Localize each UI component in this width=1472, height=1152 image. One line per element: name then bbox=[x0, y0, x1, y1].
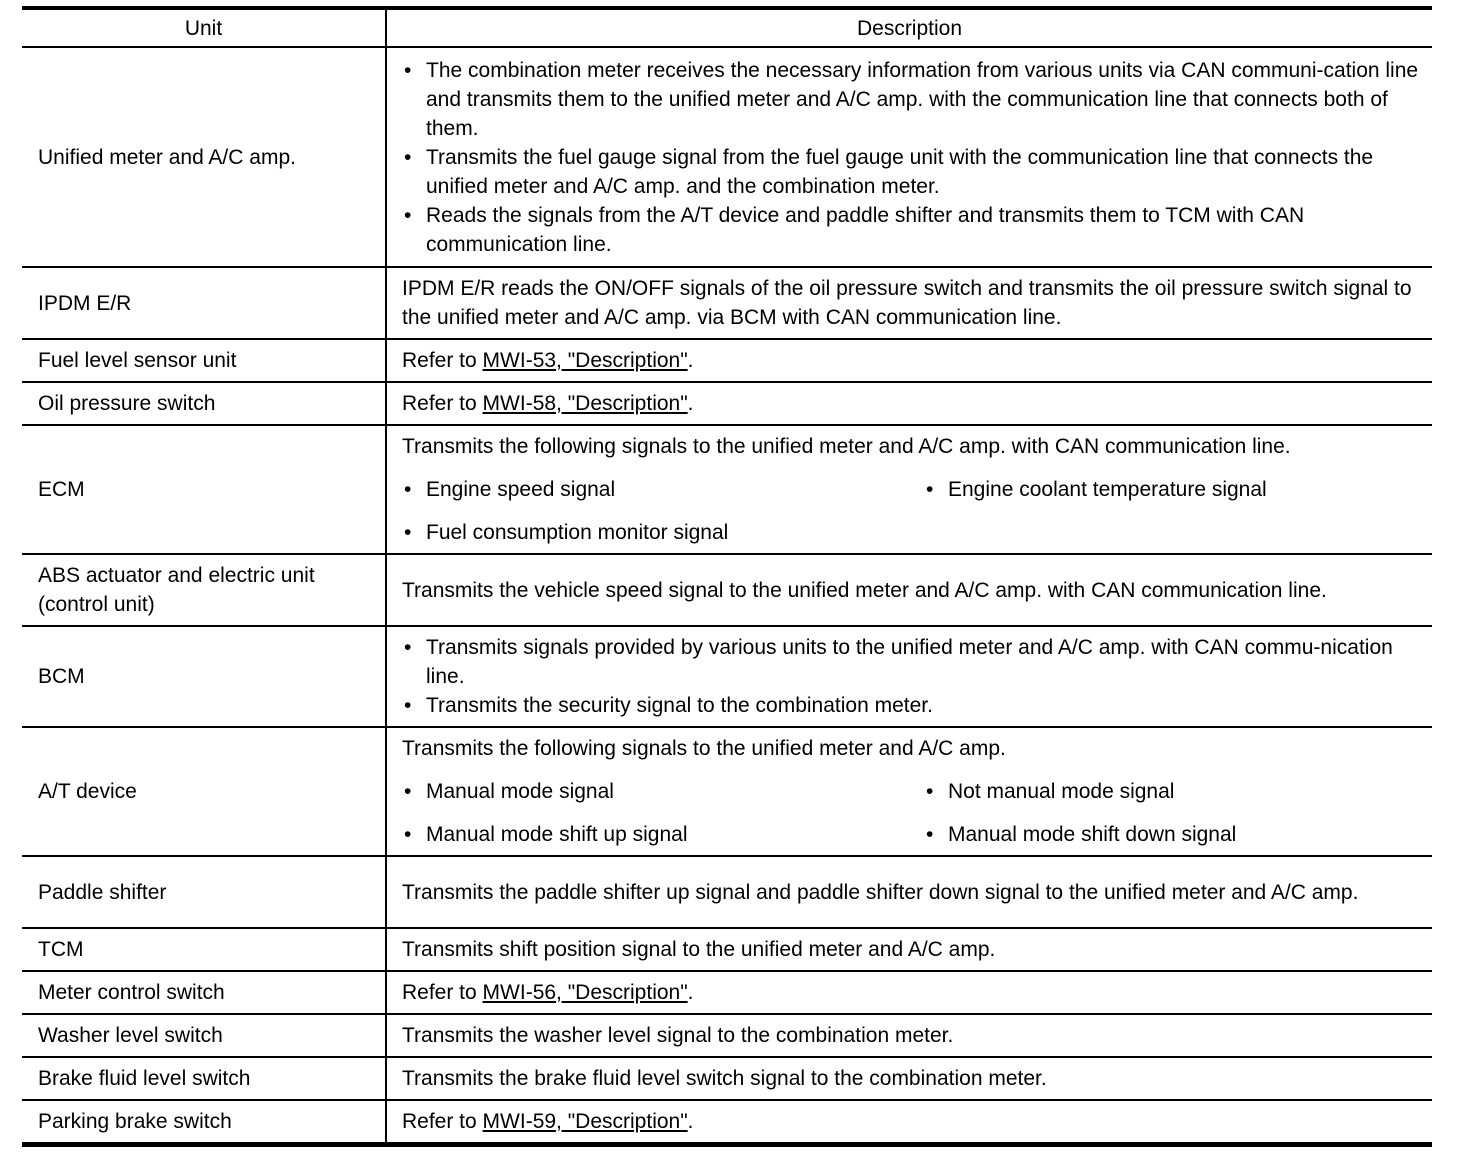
signal-item: • Manual mode shift down signal bbox=[924, 820, 1422, 849]
description-cell bbox=[386, 554, 1432, 626]
header-description: Description bbox=[386, 8, 1432, 47]
list-item: • Transmits the fuel gauge signal from the fuel gauge unit with the communication line that connects the unified meter and A/C amp. and the combination meter. bbox=[402, 143, 1422, 201]
unit-name: Fuel level sensor unit bbox=[38, 349, 237, 372]
table-row bbox=[22, 1100, 1432, 1145]
signal-item: • Manual mode signal bbox=[402, 777, 924, 806]
description-cell bbox=[386, 425, 1432, 554]
description-cell bbox=[386, 1014, 1432, 1057]
unit-name: Meter control switch bbox=[38, 981, 225, 1004]
description-cell bbox=[386, 856, 1432, 928]
signal-grid bbox=[402, 475, 1422, 547]
ref-prefix: Refer to bbox=[402, 981, 483, 1004]
description-cell bbox=[386, 971, 1432, 1014]
description-cell bbox=[386, 727, 1432, 856]
unit-cell bbox=[22, 47, 386, 267]
unit-name: Brake fluid level switch bbox=[38, 1067, 251, 1090]
unit-name: BCM bbox=[38, 665, 85, 688]
list-item: • Reads the signals from the A/T device and paddle shifter and transmits them to TCM with CAN communication line. bbox=[402, 201, 1422, 259]
unit-name: Paddle shifter bbox=[38, 880, 167, 904]
ref-prefix: Refer to bbox=[402, 349, 483, 372]
reference-link[interactable]: MWI-56, "Description" bbox=[482, 981, 688, 1004]
table-row bbox=[22, 626, 1432, 727]
reference-link[interactable]: MWI-59, "Description" bbox=[482, 1110, 688, 1133]
table-row bbox=[22, 267, 1432, 339]
ref-suffix: . bbox=[687, 981, 694, 1004]
description-cell bbox=[386, 47, 1432, 267]
unit-cell bbox=[22, 339, 386, 382]
description-cell bbox=[386, 928, 1432, 971]
table-header-row bbox=[22, 8, 1432, 47]
signal-item: • Manual mode shift up signal bbox=[402, 820, 924, 849]
unit-cell bbox=[22, 267, 386, 339]
description-text: Transmits the vehicle speed signal to the unified meter and A/C amp. with CAN communication line. bbox=[402, 578, 1327, 602]
list-item: • Transmits signals provided by various units to the unified meter and A/C amp. with CAN commu-nication line. bbox=[402, 633, 1422, 691]
description-text: Transmits the brake fluid level switch signal to the combination meter. bbox=[402, 1067, 1047, 1090]
unit-cell bbox=[22, 554, 386, 626]
unit-cell bbox=[22, 1057, 386, 1100]
description-cell bbox=[386, 339, 1432, 382]
table-row bbox=[22, 339, 1432, 382]
signal-item: • Fuel consumption monitor signal bbox=[402, 518, 924, 547]
table-row bbox=[22, 382, 1432, 425]
signal-item: • Not manual mode signal bbox=[924, 777, 1422, 806]
description-text: IPDM E/R reads the ON/OFF signals of the oil pressure switch and transmits the oil pressure switch signal to the unified meter and A/C amp. via BCM with CAN communication line. bbox=[402, 277, 1412, 329]
unit-name: A/T device bbox=[38, 780, 137, 803]
table-row bbox=[22, 856, 1432, 928]
unit-cell bbox=[22, 928, 386, 971]
description-intro: Transmits the following signals to the unified meter and A/C amp. with CAN communication line. bbox=[402, 435, 1291, 458]
description-cell bbox=[386, 267, 1432, 339]
unit-cell bbox=[22, 856, 386, 928]
unit-name: ECM bbox=[38, 478, 85, 501]
table-row bbox=[22, 928, 1432, 971]
list-item: • The combination meter receives the necessary information from various units via CAN communi-cation line and transmits them to the unified meter and A/C amp. with the communication line that connects both of them. bbox=[402, 56, 1422, 143]
header-unit: Unit bbox=[184, 16, 223, 40]
table-row bbox=[22, 554, 1432, 626]
table-row bbox=[22, 1014, 1432, 1057]
signal-item: • Engine coolant temperature signal bbox=[924, 475, 1422, 504]
table-row bbox=[22, 425, 1432, 554]
unit-description-table bbox=[22, 6, 1432, 1147]
unit-name: Oil pressure switch bbox=[38, 392, 216, 415]
reference-link[interactable]: MWI-53, "Description" bbox=[482, 349, 688, 372]
unit-name: ABS actuator and electric unit (control unit) bbox=[38, 564, 315, 616]
unit-cell bbox=[22, 1100, 386, 1145]
unit-name: Parking brake switch bbox=[38, 1110, 232, 1133]
unit-name: Unified meter and A/C amp. bbox=[38, 145, 296, 169]
description-text: Transmits the washer level signal to the combination meter. bbox=[402, 1024, 954, 1047]
unit-cell bbox=[22, 382, 386, 425]
description-cell bbox=[386, 1100, 1432, 1145]
ref-suffix: . bbox=[687, 349, 694, 372]
table-row bbox=[22, 971, 1432, 1014]
signal-item: • Engine speed signal bbox=[402, 475, 924, 504]
ref-suffix: . bbox=[687, 392, 694, 415]
table-row bbox=[22, 47, 1432, 267]
ref-prefix: Refer to bbox=[402, 392, 483, 415]
description-text: Transmits the paddle shifter up signal and paddle shifter down signal to the unified meter and A/C amp. bbox=[402, 880, 1359, 904]
description-cell bbox=[386, 382, 1432, 425]
description-intro: Transmits the following signals to the unified meter and A/C amp. bbox=[402, 737, 1006, 760]
unit-cell bbox=[22, 971, 386, 1014]
description-cell bbox=[386, 1057, 1432, 1100]
unit-cell bbox=[22, 1014, 386, 1057]
unit-name: TCM bbox=[38, 938, 84, 961]
unit-name: Washer level switch bbox=[38, 1024, 223, 1047]
bullet-list bbox=[402, 633, 1422, 720]
unit-cell bbox=[22, 727, 386, 856]
table-row bbox=[22, 1057, 1432, 1100]
unit-name: IPDM E/R bbox=[38, 291, 132, 315]
table-row bbox=[22, 727, 1432, 856]
signal-grid bbox=[402, 777, 1422, 849]
ref-prefix: Refer to bbox=[402, 1110, 483, 1133]
description-text: Transmits shift position signal to the unified meter and A/C amp. bbox=[402, 938, 996, 961]
reference-link[interactable]: MWI-58, "Description" bbox=[482, 392, 688, 415]
ref-suffix: . bbox=[687, 1110, 694, 1133]
list-item: • Transmits the security signal to the combination meter. bbox=[402, 691, 1422, 720]
description-cell bbox=[386, 626, 1432, 727]
unit-cell bbox=[22, 425, 386, 554]
bullet-list bbox=[402, 56, 1422, 259]
unit-cell bbox=[22, 626, 386, 727]
